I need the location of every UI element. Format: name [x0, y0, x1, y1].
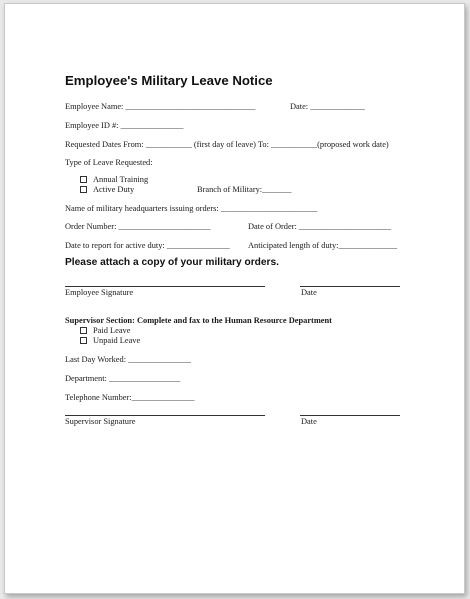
active-duty-checkbox[interactable] [80, 186, 87, 193]
active-duty-option[interactable] [80, 185, 134, 194]
length-of-duty-field[interactable]: Anticipated length of duty:______________ [248, 241, 398, 250]
supervisor-section-heading: Supervisor Section: Complete and fax to the Human Resource Department [65, 316, 332, 325]
department-field[interactable]: Department: _________________ [65, 374, 181, 383]
telephone-field[interactable]: Telephone Number:_______________ [65, 393, 195, 402]
employee-id-field[interactable]: Employee ID #: _______________ [65, 121, 184, 130]
hq-name-field[interactable]: Name of military headquarters issuing orders: _______________________ [65, 204, 318, 213]
supervisor-date-label: Date [301, 417, 317, 426]
report-date-field[interactable]: Date to report for active duty: _______________ [65, 241, 230, 250]
paid-leave-checkbox[interactable] [80, 327, 87, 334]
paid-leave-label: Paid Leave [93, 326, 131, 335]
supervisor-signature-label: Supervisor Signature [65, 417, 136, 426]
employee-name-field[interactable]: Employee Name: _______________________________ [65, 102, 256, 111]
document-page [4, 3, 465, 594]
employee-signature-label: Employee Signature [65, 288, 134, 297]
branch-of-military-field[interactable]: Branch of Military:_______ [197, 185, 292, 194]
unpaid-leave-checkbox[interactable] [80, 337, 87, 344]
order-number-field[interactable]: Order Number: ______________________ [65, 222, 211, 231]
unpaid-leave-option[interactable] [80, 336, 140, 345]
date-field[interactable]: Date: _____________ [290, 102, 365, 111]
date-of-order-field[interactable]: Date of Order: ______________________ [248, 222, 392, 231]
active-duty-label: Active Duty [93, 185, 135, 194]
supervisor-date-line[interactable] [300, 415, 400, 416]
annual-training-option[interactable] [80, 175, 148, 184]
employee-date-line[interactable] [300, 286, 400, 287]
requested-dates-field[interactable]: Requested Dates From: ___________ (first day of leave) To: ___________(proposed work date) [65, 140, 389, 149]
paid-leave-option[interactable] [80, 326, 130, 335]
last-day-worked-field[interactable]: Last Day Worked: _______________ [65, 355, 191, 364]
attach-orders-notice: Please attach a copy of your military orders. [65, 257, 280, 268]
supervisor-signature-line[interactable] [65, 415, 265, 416]
document-title: Employee's Military Leave Notice [65, 73, 273, 88]
employee-signature-line[interactable] [65, 286, 265, 287]
employee-date-label: Date [301, 288, 317, 297]
annual-training-label: Annual Training [93, 175, 149, 184]
annual-training-checkbox[interactable] [80, 176, 87, 183]
leave-type-label: Type of Leave Requested: [65, 158, 153, 167]
unpaid-leave-label: Unpaid Leave [93, 336, 141, 345]
